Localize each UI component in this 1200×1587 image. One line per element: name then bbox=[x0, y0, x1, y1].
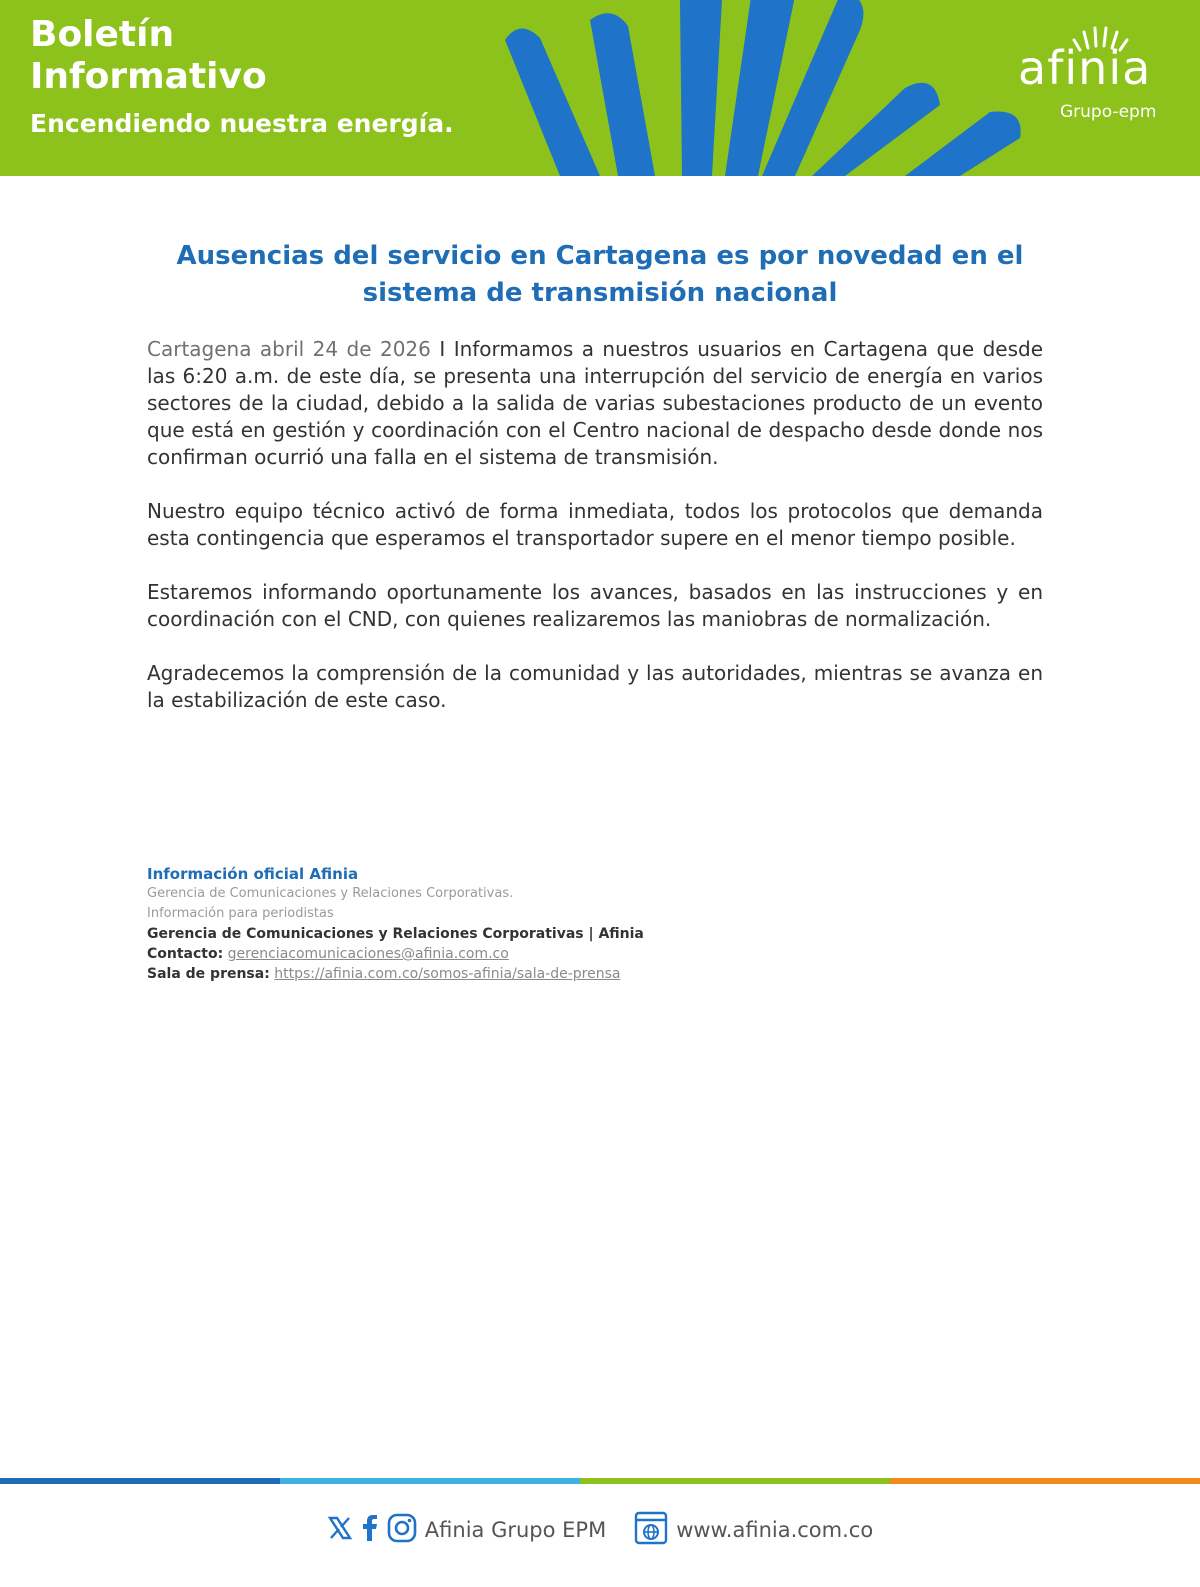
instagram-icon[interactable] bbox=[387, 1513, 417, 1548]
paragraph-1-text: Informamos a nuestros usuarios en Cartagena que desde las 6:20 a.m. de este día, se presenta una interrupción del servicio de energía en varios sectores de la ciudad, debido a la salida de varias subestaciones producto de un evento que está en gestión y coordinación con el Centro nacional de despacho desde donde nos confirman ocurrió una falla en el sistema de transmisión. bbox=[147, 337, 1044, 469]
dateline-separator: I bbox=[439, 337, 446, 361]
x-icon[interactable] bbox=[327, 1515, 353, 1546]
afinia-logo bbox=[1010, 20, 1180, 130]
bar-segment-green bbox=[580, 1478, 890, 1484]
contact-email-link[interactable]: gerenciacomunicaciones@afinia.com.co bbox=[227, 946, 509, 962]
headline-line2: sistema de transmisión nacional bbox=[362, 278, 838, 308]
footer bbox=[0, 1508, 1200, 1552]
paragraph-3: Estaremos informando oportunamente los avances, basados en las instrucciones y en coordinación con el CND, con quienes realizaremos las maniobras de normalización. bbox=[147, 580, 1043, 631]
article-body bbox=[147, 336, 1043, 741]
bulletin-tagline: Encendiendo nuestra energía. bbox=[30, 109, 454, 138]
bulletin-title bbox=[30, 14, 450, 98]
press-room-line bbox=[147, 964, 847, 984]
bar-segment-orange bbox=[890, 1478, 1200, 1484]
contact-label: Contacto: bbox=[147, 946, 224, 962]
bar-segment-lightblue bbox=[280, 1478, 580, 1484]
footer-color-bar bbox=[0, 1478, 1200, 1484]
website-link[interactable]: www.afinia.com.co bbox=[676, 1518, 874, 1542]
contact-line-1: Gerencia de Comunicaciones y Relaciones Corporativas. bbox=[147, 886, 514, 901]
web-icon[interactable] bbox=[634, 1511, 668, 1550]
contact-email-line bbox=[147, 944, 847, 964]
facebook-icon[interactable] bbox=[361, 1514, 379, 1547]
contact-title: Información oficial Afinia bbox=[147, 865, 359, 883]
social-handle[interactable]: Afinia Grupo EPM bbox=[424, 1518, 607, 1542]
headline-line1: Ausencias del servicio en Cartagena es por novedad en el bbox=[176, 241, 1024, 271]
contact-block bbox=[147, 864, 847, 984]
press-label: Sala de prensa: bbox=[147, 966, 270, 982]
bulletin-title-line1: Boletín bbox=[30, 14, 175, 55]
press-room-link[interactable]: https://afinia.com.co/somos-afinia/sala-de-prensa bbox=[274, 966, 621, 982]
bulletin-title-line2: Informativo bbox=[30, 56, 267, 97]
contact-line-2: Información para periodistas bbox=[147, 906, 334, 921]
paragraph-1 bbox=[147, 336, 1043, 471]
logo-subtitle: Grupo-epm bbox=[1060, 102, 1157, 122]
paragraph-2: Nuestro equipo técnico activó de forma inmediata, todos los protocolos que demanda esta contingencia que esperamos el transportador supere en el menor tiempo posible. bbox=[147, 499, 1043, 550]
article-headline bbox=[150, 238, 1050, 312]
dateline: Cartagena abril 24 de 2026 bbox=[147, 337, 431, 361]
contact-line-3: Gerencia de Comunicaciones y Relaciones Corporativas | Afinia bbox=[147, 926, 644, 942]
paragraph-4: Agradecemos la comprensión de la comunidad y las autoridades, mientras se avanza en la estabilización de este caso. bbox=[147, 661, 1043, 712]
bar-segment-blue bbox=[0, 1478, 280, 1484]
header-banner bbox=[0, 0, 1200, 176]
logo-wordmark: afinia bbox=[1018, 41, 1152, 95]
